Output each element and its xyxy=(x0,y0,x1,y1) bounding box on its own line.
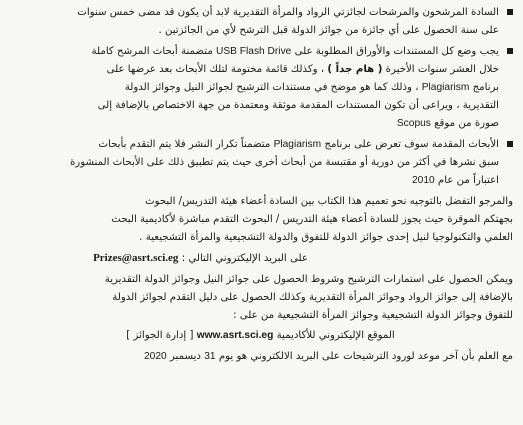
text-line: السادة المرشحون والمرشحات لجائزتي الرواد والمرأة التقديرية لابد أن يكون قد مضى خمس سنوات xyxy=(77,7,499,18)
website-label: الموقع الإليكتروني للأكاديمية xyxy=(276,330,395,341)
deadline-month: ديسمبر xyxy=(169,351,201,362)
text-line xyxy=(8,136,499,154)
text-line xyxy=(8,115,499,133)
deadline-day: 31 xyxy=(204,351,216,362)
text-line: على سنة الحصول على أي جائزة من جوائز الدولة قبل الترشح لأي من الجائزتين . xyxy=(158,25,499,36)
bullet-item-waiting-period xyxy=(8,4,513,40)
text-segment: الأبحاث المقدمة سوف تعرض على برنامج xyxy=(324,139,499,150)
deadline-text: مع العلم بأن آخر موعد لورود الترشيحات على البريد الالكتروني هو يوم xyxy=(218,351,513,362)
prizes-department-label: [ إدارة الجوائز ] xyxy=(126,330,194,341)
text-line xyxy=(8,172,499,190)
text-segment: ، وكذلك قائمة مختومة لتلك الأبحاث بعد عرضها على xyxy=(106,64,325,75)
text-segment: خلال العشر سنوات الأخيرة xyxy=(385,64,499,75)
important-note: ( هام جداً ) xyxy=(327,64,383,75)
paragraph-forms-availability xyxy=(8,271,513,325)
text-line: بالإضافة إلى جوائز الرواد وجوائز المرأة التقديرية وكذلك الحصول على دليل التقدم لجوائز الدولة xyxy=(112,292,513,303)
plagiarism-term: Plagiarism xyxy=(273,139,322,150)
text-line: للتفوق وجوائز الدولة التشجيعية وجوائز المرأة التشجيعية من على : xyxy=(233,310,513,321)
bullet-item-plagiarism-check xyxy=(8,136,513,190)
text-line xyxy=(8,43,499,61)
text-segment: اعتباراً من عام xyxy=(437,175,499,186)
square-bullet-icon xyxy=(507,48,513,54)
text-segment: متضمنة أبحاث المرشح كاملة xyxy=(91,46,213,57)
year-value: 2010 xyxy=(411,175,435,186)
text-line: ويمكن الحصول على استمارات الترشيح وشروط الحصول على جوائز النيل وجوائز الدولة التقديرية xyxy=(104,274,513,285)
text-line: بجهتكم الموقرة حيث يجوز للسادة أعضاء هيئة التدريس / البحوث التقدم مباشرة لأكاديمية البحث xyxy=(111,214,513,225)
email-address-link[interactable]: Prizes@asrt.sci.eg xyxy=(93,252,179,264)
text-line: العلمي والتكنولوجيا لنيل إحدى جوائز الدولة للتفوق والدولة التشجيعية والمرأة التشجيعية . xyxy=(139,232,513,243)
usb-term: USB Flash Drive xyxy=(216,46,292,57)
deadline-year: 2020 xyxy=(144,351,167,362)
bullet-item-usb-documents xyxy=(8,43,513,133)
scopus-term: Scopus xyxy=(396,118,431,129)
text-line xyxy=(8,79,499,97)
text-segment: يجب وضع كل المستندات والأوراق المطلوبة على xyxy=(294,46,499,57)
text-line: التقديرية ، ويراعى أن تكون المستندات المقدمة موثقة ومعتمدة من جهة الاختصاص بالإضافة إلى xyxy=(97,100,499,111)
square-bullet-icon xyxy=(507,9,513,15)
plagiarism-term: Plagiarism xyxy=(421,82,470,93)
text-segment: صورة من موقع xyxy=(434,118,499,129)
text-segment: برنامج xyxy=(472,82,499,93)
square-bullet-icon xyxy=(507,141,513,147)
paragraph-distribution-request xyxy=(8,193,513,247)
website-url-link[interactable]: www.asrt.sci.eg xyxy=(196,330,274,341)
text-segment: متضمناً تكرار النشر فلا يتم التقدم بأبحاث xyxy=(98,139,271,150)
website-line xyxy=(8,327,513,345)
text-segment: ، وذلك كما هو موضح في مستندات الترشيح لجوائز النيل وجوائز الدولة xyxy=(124,82,419,93)
email-line xyxy=(8,249,393,268)
text-line: والمرجو التفضل بالتوجيه نحو تعميم هذا الكتاب بين السادة أعضاء هيئة التدريس/ البحوث xyxy=(144,196,513,207)
deadline-line xyxy=(8,348,513,366)
text-line xyxy=(8,61,499,79)
text-line: سبق نشرها في أكثر من دورية أو مقتبسة من أبحاث أخرى حيث يتم تطبيق ذلك على الأبحاث المنشورة xyxy=(69,157,499,168)
email-label: على البريد الإليكتروني التالي : xyxy=(181,253,308,264)
